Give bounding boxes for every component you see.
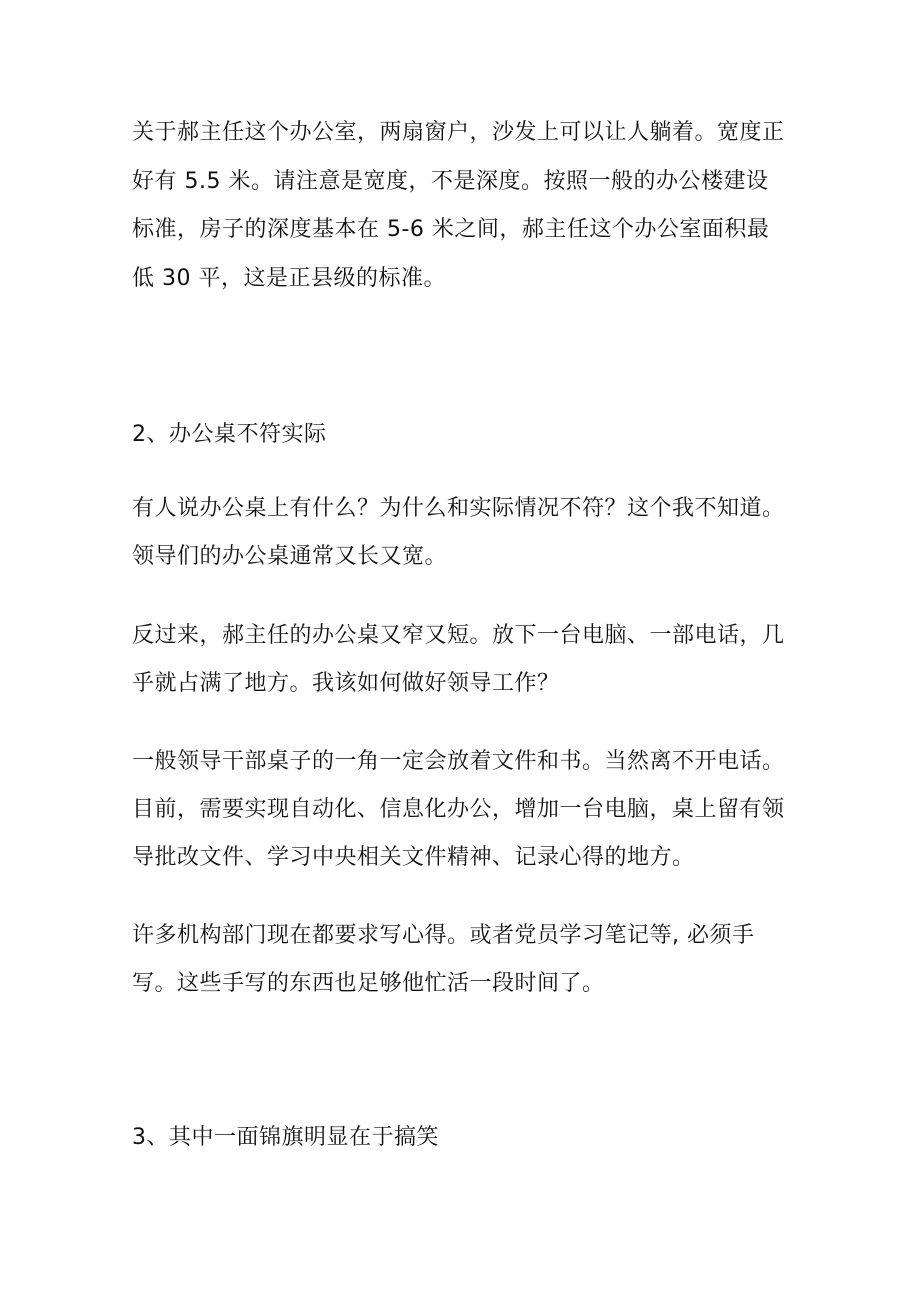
text-line: 有人说办公桌上有什么？为什么和实际情况不符？这个我不知道。: [132, 496, 785, 521]
text-line: 写。这些手写的东西也足够他忙活一段时间了。: [132, 971, 605, 996]
text-line: 目前，需要实现自动化、信息化办公，增加一台电脑，桌上留有领: [132, 797, 785, 822]
section-heading-3: 3、其中一面锦旗明显在于搞笑: [132, 1125, 439, 1150]
text-line: 低 30 平，这是正县级的标准。: [132, 266, 446, 291]
section-heading-2: 2、办公桌不符实际: [132, 422, 327, 447]
text-line: 领导们的办公桌通常又长又宽。: [132, 544, 448, 569]
text-line: 反过来，郝主任的办公桌又窄又短。放下一台电脑、一部电话，几: [132, 623, 785, 648]
text-line: 许多机构部门现在都要求写心得。或者党员学习笔记等, 必须手: [132, 923, 755, 948]
text-line: 好有 5.5 米。请注意是宽度，不是深度。按照一般的办公楼建设: [132, 169, 769, 194]
text-line: 乎就占满了地方。我该如何做好领导工作？: [132, 671, 560, 696]
text-line: 一般领导干部桌子的一角一定会放着文件和书。当然离不开电话。: [132, 749, 785, 774]
text-line: 导批改文件、学习中央相关文件精神、记录心得的地方。: [132, 845, 695, 870]
text-line: 标准，房子的深度基本在 5-6 米之间，郝主任这个办公室面积最: [132, 217, 770, 242]
text-line: 关于郝主任这个办公室，两扇窗户，沙发上可以让人躺着。宽度正: [132, 120, 785, 145]
